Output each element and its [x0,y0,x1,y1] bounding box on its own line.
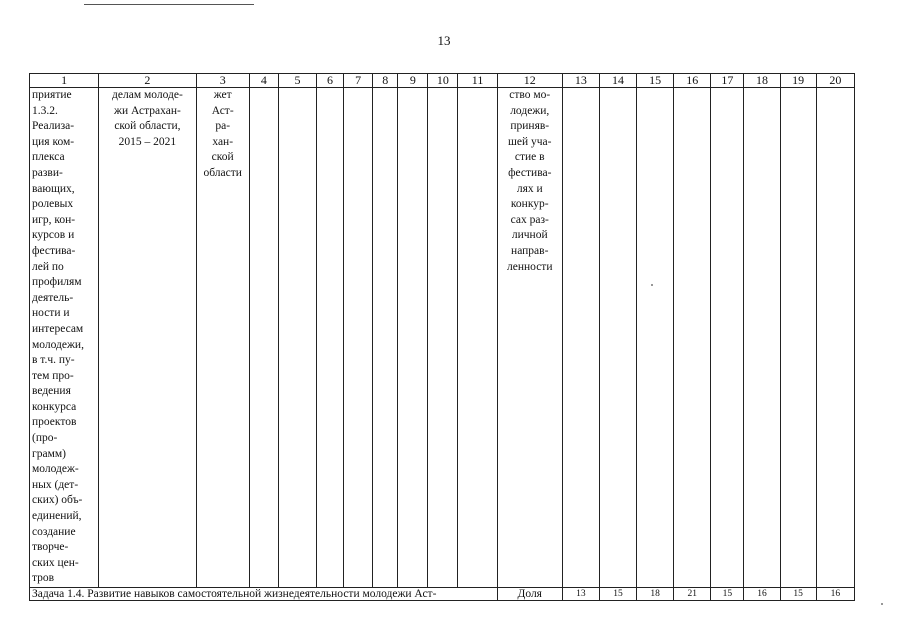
empty-cell [278,88,316,588]
empty-cell [562,88,599,588]
empty-cell [674,88,711,588]
cell-activity [30,88,99,588]
task-value: 16 [744,588,780,601]
table-row [30,88,855,588]
funding-text: жет Аст- ра- хан- ской области [203,89,242,179]
empty-cell [428,88,458,588]
cell-responsible [99,88,196,588]
col-header: 16 [674,74,711,88]
task-value: 21 [674,588,711,601]
col-header: 2 [99,74,196,88]
empty-cell [398,88,428,588]
col-header: 15 [637,74,674,88]
indicator-text: ство мо- лодежи, приняв- шей уча- стие в фестива- лях и конкур- сах раз- личной направ- ленности [507,89,553,273]
task-title: Задача 1.4. Развитие навыков самостоятельной жизнедеятельности молодежи Аст- [30,588,498,601]
empty-cell [373,88,398,588]
empty-cell [317,88,344,588]
empty-cell [344,88,373,588]
task-unit: Доля [497,588,562,601]
responsible-text: делам молоде- жи Астрахан- ской области, 2015 – 2021 [112,89,183,148]
task-value: 16 [816,588,854,601]
col-header: 17 [711,74,744,88]
empty-cell [816,88,854,588]
empty-cell [249,88,278,588]
col-header: 4 [249,74,278,88]
col-header: 13 [562,74,599,88]
col-header: 7 [344,74,373,88]
page-number: 13 [437,33,451,48]
col-header: 9 [398,74,428,88]
empty-cell [711,88,744,588]
col-header: 19 [780,74,816,88]
top-rule [84,4,254,5]
col-header: 1 [30,74,99,88]
task-value: 15 [599,588,636,601]
header-row [30,74,855,88]
empty-cell [599,88,636,588]
task-row [30,588,855,601]
task-value: 18 [637,588,674,601]
col-header: 20 [816,74,854,88]
scan-speck [651,284,653,286]
col-header: 18 [744,74,780,88]
cell-funding [196,88,249,588]
col-header: 11 [458,74,497,88]
empty-cell [744,88,780,588]
col-header: 3 [196,74,249,88]
activity-text: приятие 1.3.2. Реализа- ция ком- плекса разви- вающих, ролевых игр, кон- курсов и фестива- лей по профилям деятель- ности и интересам молодежи, в т.ч. пу- тем про- ведения конкурса проектов (про- грамм) молодеж- ных (дет- ских) объ- единений, создание творче- ских цен- тров [32,89,84,585]
col-header: 12 [497,74,562,88]
empty-cell [780,88,816,588]
empty-cell [458,88,497,588]
col-header: 10 [428,74,458,88]
data-table [29,73,855,601]
task-value: 13 [562,588,599,601]
col-header: 8 [373,74,398,88]
cell-indicator [497,88,562,588]
col-header: 5 [278,74,316,88]
col-header: 6 [317,74,344,88]
scan-speck [881,603,883,605]
task-value: 15 [780,588,816,601]
task-value: 15 [711,588,744,601]
empty-cell [637,88,674,588]
col-header: 14 [599,74,636,88]
